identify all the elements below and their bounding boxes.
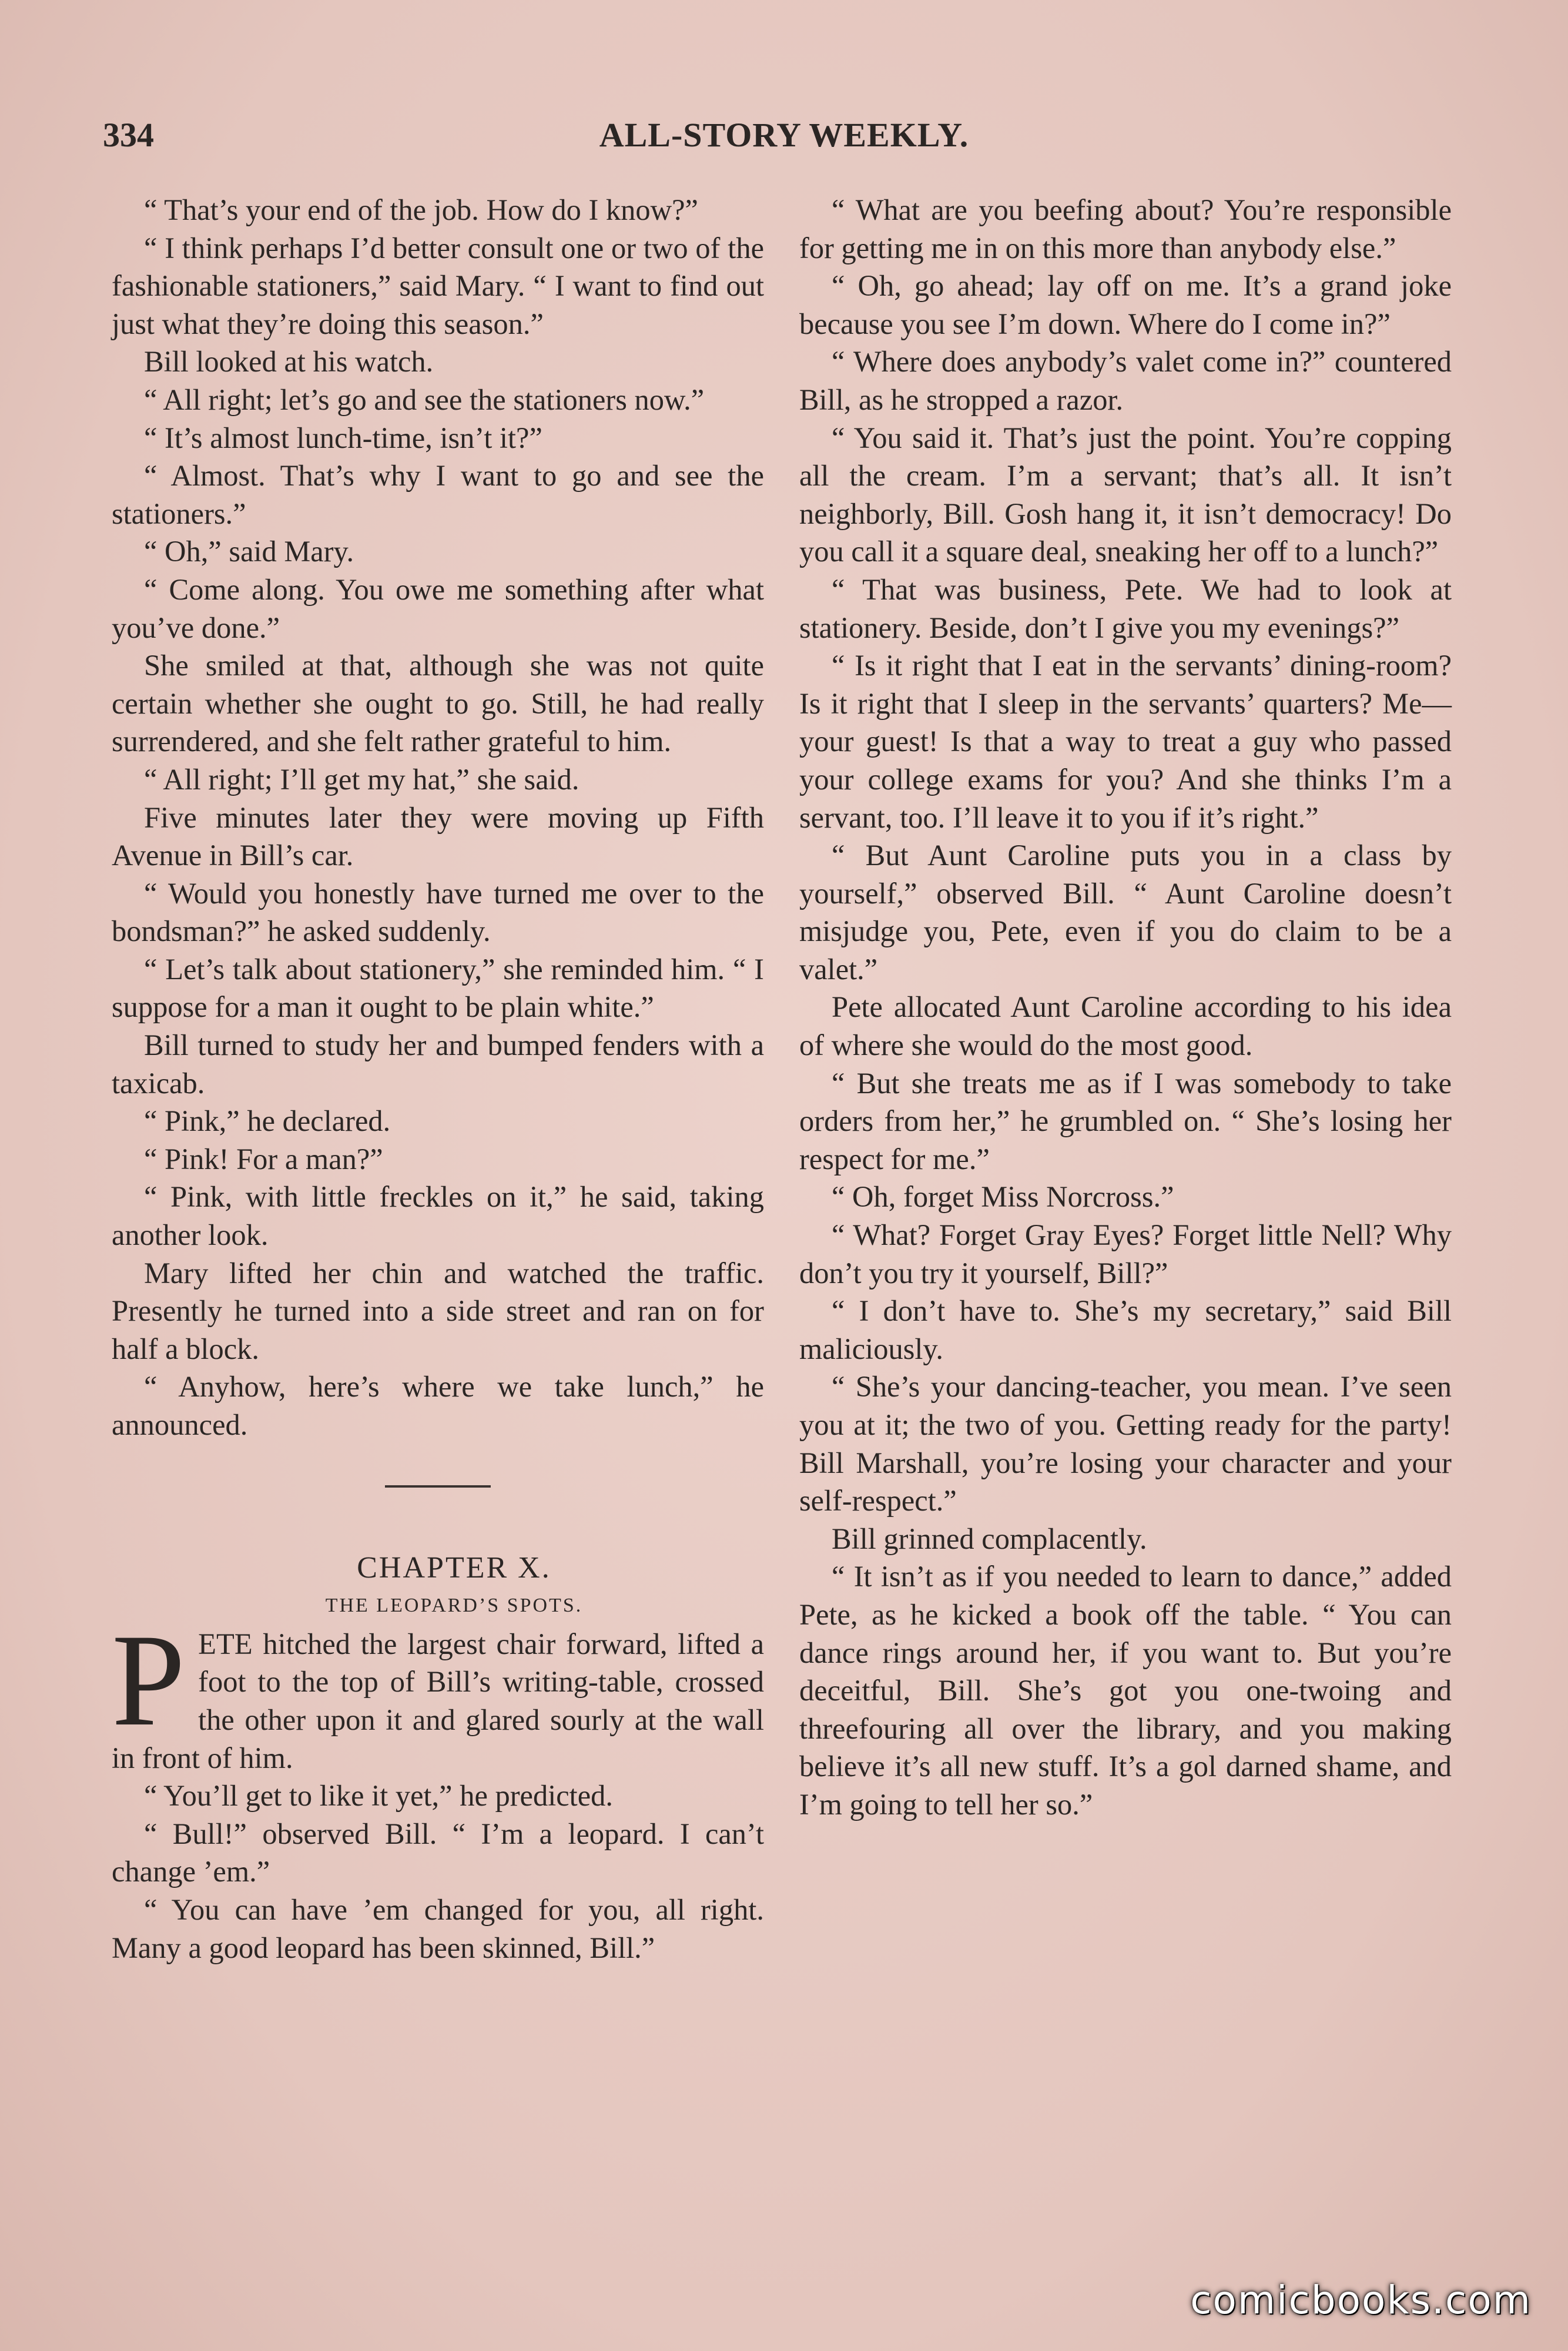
paragraph: She smiled at that, although she was not quite certain whether she ought to go. Still, he had really surrendered, and she felt rather grateful to him.	[112, 649, 764, 758]
paragraph: “ Pink,” he declared.	[144, 1104, 391, 1138]
paragraph: “ But she treats me as if I was somebody to take orders from her,” he grumbled on. “ She’s losing her respect for me.”	[799, 1066, 1452, 1176]
paragraph: “ It isn’t as if you needed to learn to dance,” added Pete, as he kicked a book off the table. “ You can dance rings around her, if you want to. But you’re deceitful, Bill. She’s got you one-twoing and threefouring all over the library, and you making believe it’s all new stuff. It’s a gol darned shame, and I’m going to tell her so.”	[799, 1560, 1452, 1821]
paragraph: Bill turned to study her and bumped fenders with a taxicab.	[112, 1029, 764, 1100]
paragraph: “ Bull!” observed Bill. “ I’m a leopard. I can’t change ’em.”	[112, 1817, 764, 1888]
drop-cap: P	[112, 1606, 186, 1753]
watermark: comicbooks.com	[1190, 2278, 1532, 2323]
paragraph: Mary lifted her chin and watched the traffic. Presently he turned into a side street and ran on for half a block.	[112, 1256, 764, 1365]
paragraph: Bill looked at his watch.	[144, 345, 434, 379]
paragraph: Five minutes later they were moving up Fifth Avenue in Bill’s car.	[112, 801, 764, 872]
paragraph: “ All right; let’s go and see the stationers now.”	[144, 383, 705, 416]
paragraph: “ You can have ’em changed for you, all right. Many a good leopard has been skinned, Bill.”	[112, 1893, 764, 1964]
paragraph: “ Pink! For a man?”	[144, 1142, 383, 1176]
paragraph: “ Where does anybody’s valet come in?” countered Bill, as he stropped a razor.	[799, 345, 1452, 416]
paragraph: “ It’s almost lunch-time, isn’t it?”	[144, 421, 542, 454]
paragraph: “ Oh,” said Mary.	[144, 535, 354, 568]
paragraph: “ You said it. That’s just the point. You’re copping all the cream. I’m a servant; that’s all. It isn’t neighborly, Bill. Gosh hang it, it isn’t democracy! Do you call it a square deal, sneaking her off to a lunch?”	[799, 421, 1452, 568]
running-title: ALL-STORY WEEKLY.	[599, 116, 969, 154]
paragraph: “ Would you honestly have turned me over to the bondsman?” he asked suddenly.	[112, 876, 764, 948]
paragraph: “ Pink, with little freckles on it,” he said, taking another look.	[112, 1180, 764, 1252]
paragraph: “ What are you beefing about? You’re responsible for getting me in on this more than anybody else.”	[799, 193, 1452, 264]
paragraph: “ You’ll get to like it yet,” he predicted.	[144, 1779, 613, 1813]
paragraph: “ What? Forget Gray Eyes? Forget little Nell? Why don’t you try it yourself, Bill?”	[799, 1218, 1452, 1290]
right-column	[799, 191, 1452, 1824]
paragraph: “ Is it right that I eat in the servants’ dining-room? Is it right that I sleep in the servants’ quarters? Me—your guest! Is that a way to treat a guy who passed your college exams for you? And she thinks I’m a servant, too. I’ll leave it to you if it’s right.”	[799, 649, 1452, 834]
section-divider	[385, 1485, 491, 1488]
paragraph: “ Come along. You owe me something after what you’ve done.”	[112, 572, 764, 644]
paragraph: Bill grinned complacently.	[832, 1522, 1147, 1555]
chapter-opening-text: ETE hitched the largest chair forward, lifted a foot to the top of Bill’s writing-table, crossed the other upon it and glared sourly at the wall in front of him.	[112, 1627, 764, 1774]
paragraph: “ That was business, Pete. We had to look at stationery. Beside, don’t I give you my evenings?”	[799, 572, 1452, 644]
paragraph: “ Almost. That’s why I want to go and see the stationers.”	[112, 459, 764, 530]
paragraph: “ I don’t have to. She’s my secretary,” said Bill maliciously.	[799, 1294, 1452, 1365]
paragraph: “ I think perhaps I’d better consult one or two of the fashionable stationers,” said Mary. “ I want to find out just what they’re doing this season.”	[112, 231, 764, 340]
page-header	[103, 115, 1465, 162]
page-number: 334	[103, 116, 154, 154]
paragraph: “ Oh, go ahead; lay off on me. It’s a grand joke because you see I’m down. Where do I come in?”	[799, 269, 1452, 340]
paragraph: Pete allocated Aunt Caroline according to his idea of where she would do the most good.	[799, 990, 1452, 1062]
paragraph: “ Oh, forget Miss Norcross.”	[832, 1180, 1174, 1214]
paragraph: “ Anyhow, here’s where we take lunch,” he announced.	[112, 1370, 764, 1441]
paragraph: “ That’s your end of the job. How do I know?”	[144, 193, 698, 226]
paragraph: “ All right; I’ll get my hat,” she said.	[144, 762, 579, 796]
left-column	[112, 191, 764, 1967]
chapter-subtitle: THE LEOPARD’S SPOTS.	[325, 1595, 583, 1617]
paragraph: “ But Aunt Caroline puts you in a class by yourself,” observed Bill. “ Aunt Caroline doesn’t misjudge you, Pete, even if you do claim to be a valet.”	[799, 839, 1452, 986]
chapter-title: CHAPTER X.	[357, 1550, 551, 1585]
paragraph: “ Let’s talk about stationery,” she reminded him. “ I suppose for a man it ought to be plain white.”	[112, 952, 764, 1024]
paragraph: “ She’s your dancing-teacher, you mean. I’ve seen you at it; the two of you. Getting ready for the party! Bill Marshall, you’re losing your character and your self-respect.”	[799, 1370, 1452, 1518]
